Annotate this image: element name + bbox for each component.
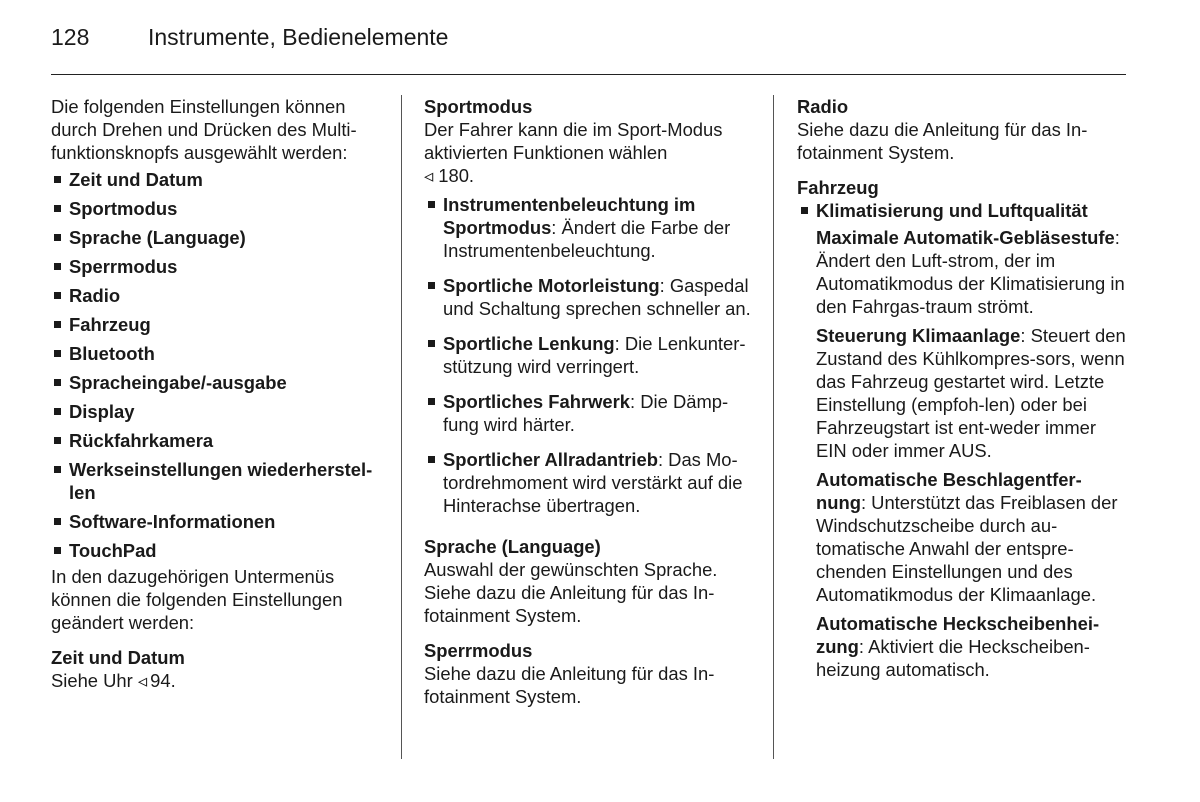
list-item: Sprache (Language) (51, 226, 383, 249)
settings-list (51, 168, 383, 562)
list-item: Instrumentenbeleuchtung im Sportmodus: Ändert die Farbe der Instrumentenbeleuchtung. (424, 193, 754, 262)
list-item: Sperrmodus (51, 255, 383, 278)
section-heading: Sperrmodus (424, 640, 533, 661)
list-item: Sportliche Motorleistung: Gaspedal und Schaltung sprechen schneller an. (424, 274, 754, 320)
list-item: Sportliches Fahrwerk: Die Dämp-fung wird härter. (424, 390, 754, 436)
list-item: TouchPad (51, 539, 383, 562)
section-text: Siehe Uhr ◃ 94. (51, 670, 176, 691)
section-heading: Zeit und Datum (51, 647, 185, 668)
column-2 (424, 95, 754, 708)
list-item: Radio (51, 284, 383, 307)
section-heading: Radio (797, 96, 849, 117)
list-item: Sportliche Lenkung: Die Lenkunter-stützung wird verringert. (424, 332, 754, 378)
list-item: Sportmodus (51, 197, 383, 220)
subsetting-text: Automatische Heckscheibenhei-zung: Aktiviert die Heckscheiben-heizung automatisch. (816, 613, 1100, 680)
outro-text: In den dazugehörigen Untermenüs können die folgenden Einstellungen geändert werden: (51, 566, 343, 633)
list-item: Display (51, 400, 383, 423)
list-item: Spracheingabe/-ausgabe (51, 371, 383, 394)
list-item: Bluetooth (51, 342, 383, 365)
page-ref-icon: ◃ (424, 165, 434, 186)
page-title: Instrumente, Bedienelemente (148, 24, 449, 50)
section-heading: Fahrzeug (797, 177, 879, 198)
section-text: Siehe dazu die Anleitung für das In-fotainment System. (797, 119, 1088, 163)
vehicle-options-list (797, 199, 1127, 222)
section-heading: Sprache (Language) (424, 536, 601, 557)
list-item: Rückfahrkamera (51, 429, 383, 452)
page-ref-icon: ◃ (137, 670, 148, 691)
intro-text: Die folgenden Einstellungen können durch Drehen und Drücken des Multi-funktionsknopfs ausgewählt werden: (51, 96, 357, 163)
subsetting-text: Maximale Automatik-Gebläsestufe: Ändert den Luft-strom, der im Automatikmodus der Klimatisierung in den Fahrgas-traum strömt. (816, 227, 1125, 317)
subsetting-text: Steuerung Klimaanlage: Steuert den Zustand des Kühlkompres-sors, wenn das Fahrzeug gestartet wird. Letzte Einstellung (empfoh-len) oder bei Fahrzeugstart ist ent-weder immer EIN oder immer AUS. (816, 325, 1126, 461)
list-item: Software-Informationen (51, 510, 383, 533)
list-item: Klimatisierung und Luftqualität (797, 199, 1127, 222)
section-text: Auswahl der gewünschten Sprache. Siehe dazu die Anleitung für das In-fotainment System. (424, 559, 718, 626)
subsetting-text: Automatische Beschlagentfer-nung: Unterstützt das Freiblasen der Windschutzscheibe durch au-tomatische Anwahl der entspre-chenden Einstellungen und des Automatikmodus der Klimaanlage. (816, 469, 1118, 605)
page-number: 128 (51, 24, 90, 50)
column-1 (51, 95, 383, 692)
climate-subsettings (797, 226, 1127, 681)
section-text: Der Fahrer kann die im Sport-Modus aktivierten Funktionen wählen (424, 119, 723, 163)
column-divider (401, 95, 402, 759)
column-divider (773, 95, 774, 759)
sport-options-list (424, 193, 754, 517)
list-item: Zeit und Datum (51, 168, 383, 191)
section-heading: Sportmodus (424, 96, 533, 117)
header-rule (51, 74, 1126, 75)
section-text: Siehe dazu die Anleitung für das In-fotainment System. (424, 663, 715, 707)
list-item: Sportlicher Allradantrieb: Das Mo-tordrehmoment wird verstärkt auf die Hinterachse übertragen. (424, 448, 754, 517)
section-text: ◃ 180. (424, 165, 475, 186)
column-3 (797, 95, 1127, 687)
list-item: Werkseinstellungen wiederherstel-len (51, 458, 383, 504)
list-item: Fahrzeug (51, 313, 383, 336)
